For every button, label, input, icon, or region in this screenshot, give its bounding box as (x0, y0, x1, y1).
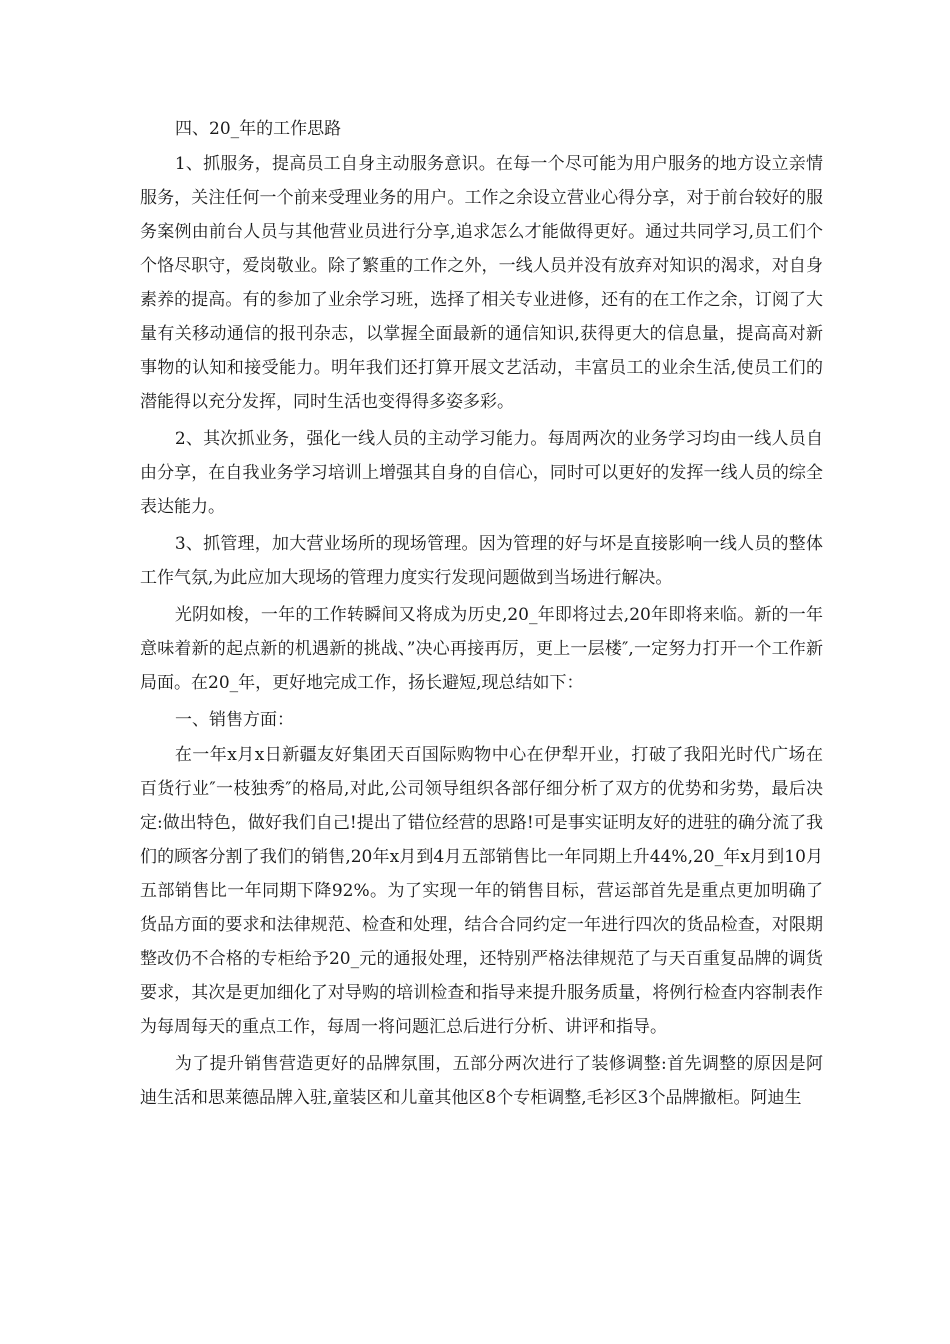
paragraph-business: 2、其次抓业务，强化一线人员的主动学习能力。每周两次的业务学习均由一线人员自由分享，在自我业务学习培训上增强其自身的自信心，同时可以更好的发挥一线人员的综全表达能力。 (140, 429, 823, 517)
document-body (140, 112, 823, 1118)
paragraph-sales: 在一年x月x日新疆友好集团天百国际购物中心在伊犁开业，打破了我阳光时代广场在百货行业″一枝独秀″的格局,对此,公司领导组织各部仔细分析了双方的优势和劣势，最后决定:做出特色，做好我们自己!提出了错位经营的思路!可是事实证明友好的进驻的确分流了我们的顾客分割了我们的销售,20年x月到4月五部销售比一年同期上升44%,20_年x月到10月五部销售比一年同期下降92%。为了实现一年的销售目标，营运部首先是重点更加明确了货品方面的要求和法律规范、检查和处理，结合合同约定一年进行四次的货品检查，对限期整改仍不合格的专柜给予20_元的通报处理，还特别严格法律规范了与天百重复品牌的调货要求，其次是更加细化了对导购的培训检查和指导来提升服务质量，将例行检查内容制表作为每周每天的重点工作，每周一将问题汇总后进行分析、讲评和指导。 (140, 745, 823, 1037)
section-heading-sales: 一、销售方面： (175, 710, 294, 730)
paragraph-management: 3、抓管理，加大营业场所的现场管理。因为管理的好与坏是直接影响一线人员的整体工作气氛,为此应加大现场的管理力度实行发现问题做到当场进行解决。 (140, 534, 823, 588)
paragraph-renovation: 为了提升销售营造更好的品牌氛围，五部分两次进行了装修调整:首先调整的原因是阿迪生活和思莱德品牌入驻,童装区和儿童其他区8个专柜调整,毛衫区3个品牌撤柜。阿迪生 (140, 1054, 823, 1108)
section-heading-work-plan: 四、20_年的工作思路 (175, 119, 342, 139)
paragraph-year-summary: 光阴如梭，一年的工作转瞬间又将成为历史,20_年即将过去,20年即将来临。新的一年意味着新的起点新的机遇新的挑战、”决心再接再厉，更上一层楼″,一定努力打开一个工作新局面。在20_年，更好地完成工作，扬长避短,现总结如下： (140, 605, 823, 693)
paragraph-service: 1、抓服务，提高员工自身主动服务意识。在每一个尽可能为用户服务的地方设立亲情服务，关注任何一个前来受理业务的用户。工作之余设立营业心得分享，对于前台较好的服务案例由前台人员与其他营业员进行分享,追求怎么才能做得更好。通过共同学习,员工们个个恪尽职守，爱岗敬业。除了繁重的工作之外，一线人员并没有放弃对知识的渴求，对自身素养的提高。有的参加了业余学习班，选择了相关专业进修，还有的在工作之余，订阅了大量有关移动通信的报刊杂志，以掌握全面最新的通信知识,获得更大的信息量，提高高对新事物的认知和接受能力。明年我们还打算开展文艺活动，丰富员工的业余生活,使员工们的潜能得以充分发挥，同时生活也变得得多姿多彩。 (140, 154, 823, 412)
